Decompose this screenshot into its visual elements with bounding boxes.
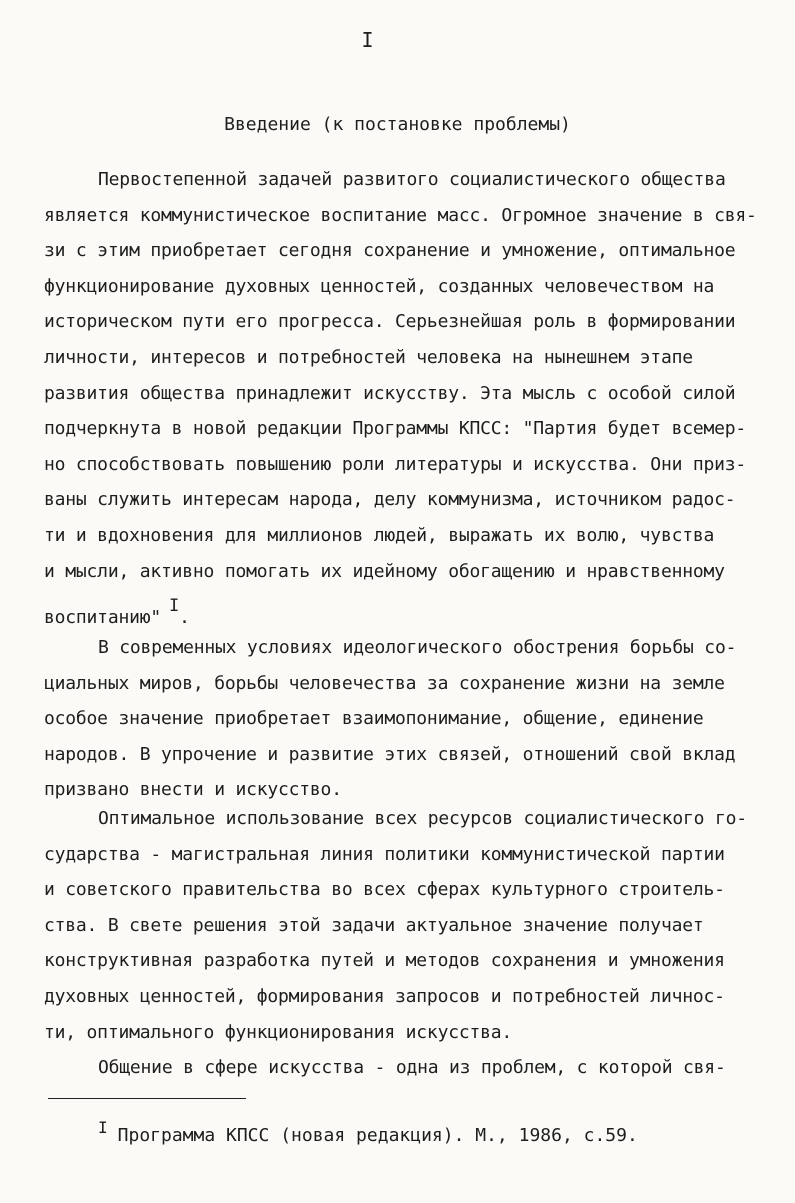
text-line: подчеркнута в новой редакции Программы КПСС: "Партия будет всемер-	[44, 418, 747, 440]
paragraph-2	[44, 630, 764, 808]
text-line: ти, оптимального функционирования искусства.	[44, 1021, 513, 1043]
end-punctuation: .	[179, 607, 190, 629]
text-line: и советского правительства во всех сферах культурного строитель-	[44, 879, 725, 901]
text-line: сударства - магистральная линия политики коммунистической партии	[44, 843, 725, 865]
text-line: Первостепенной задачей развитого социалистического общества	[98, 169, 726, 190]
text-line: развития общества принадлежит искусству. Эта мысль с особой силой	[44, 382, 736, 404]
text-line: духовных ценностей, формирования запросов и потребностей личнос-	[44, 985, 725, 1007]
footnote	[98, 1118, 638, 1146]
text-line: историческом пути его прогресса. Серьезнейшая роль в формировании	[44, 311, 736, 333]
text-line: народов. В упрочение и развитие этих связей, отношений свой вклад	[44, 743, 736, 765]
text-line: Оптимальное использование всех ресурсов социалистического го-	[98, 808, 747, 829]
text-line: призвано внести и искусство.	[44, 779, 342, 801]
text-line: Общение в сфере искусства - одна из проблем, с которой свя-	[98, 1057, 726, 1078]
page-number: I	[361, 28, 374, 52]
text-line: циальных миров, борьбы человечества за сохранение жизни на земле	[44, 672, 725, 694]
text-line: зи с этим приобретает сегодня сохранение и умножение, оптимальное	[44, 240, 736, 262]
text-line: и мысли, активно помогать их идейному обогащению и нравственному	[44, 560, 725, 582]
text-line: личности, интересов и потребностей человека на нынешнем этапе	[44, 346, 693, 368]
text-line: функционирование духовных ценностей, созданных человечеством на	[44, 275, 715, 297]
footnote-text: Программа КПСС (новая редакция). М., 1986, с.59.	[117, 1125, 638, 1146]
text-line-tail: воспитанию"	[44, 607, 162, 629]
text-line: В современных условиях идеологического обострения борьбы со-	[98, 637, 737, 658]
paragraph-1	[44, 162, 764, 629]
text-line-last	[44, 589, 764, 629]
text-line: особое значение приобретает взаимопонимание, общение, единение	[44, 708, 704, 730]
section-heading: Введение (к постановке проблемы)	[224, 114, 571, 135]
paragraph-3	[44, 801, 764, 1050]
footnote-reference: I	[169, 596, 180, 617]
text-line: но способствовать повышению роли литературы и искусства. Они приз-	[44, 453, 747, 475]
text-line: является коммунистическое воспитание масс. Огромное значение в свя-	[44, 204, 757, 226]
footnote-marker: I	[98, 1118, 108, 1137]
footnote-divider	[48, 1098, 246, 1099]
text-line: конструктивная разработка путей и методов сохранения и умножения	[44, 950, 725, 972]
paragraph-4	[44, 1050, 764, 1086]
text-line: ваны служить интересам народа, делу коммунизма, источником радос-	[44, 489, 736, 511]
text-line: ти и вдохновения для миллионов людей, выражать их волю, чувства	[44, 524, 715, 546]
text-line: ства. В свете решения этой задачи актуальное значение получает	[44, 914, 704, 936]
